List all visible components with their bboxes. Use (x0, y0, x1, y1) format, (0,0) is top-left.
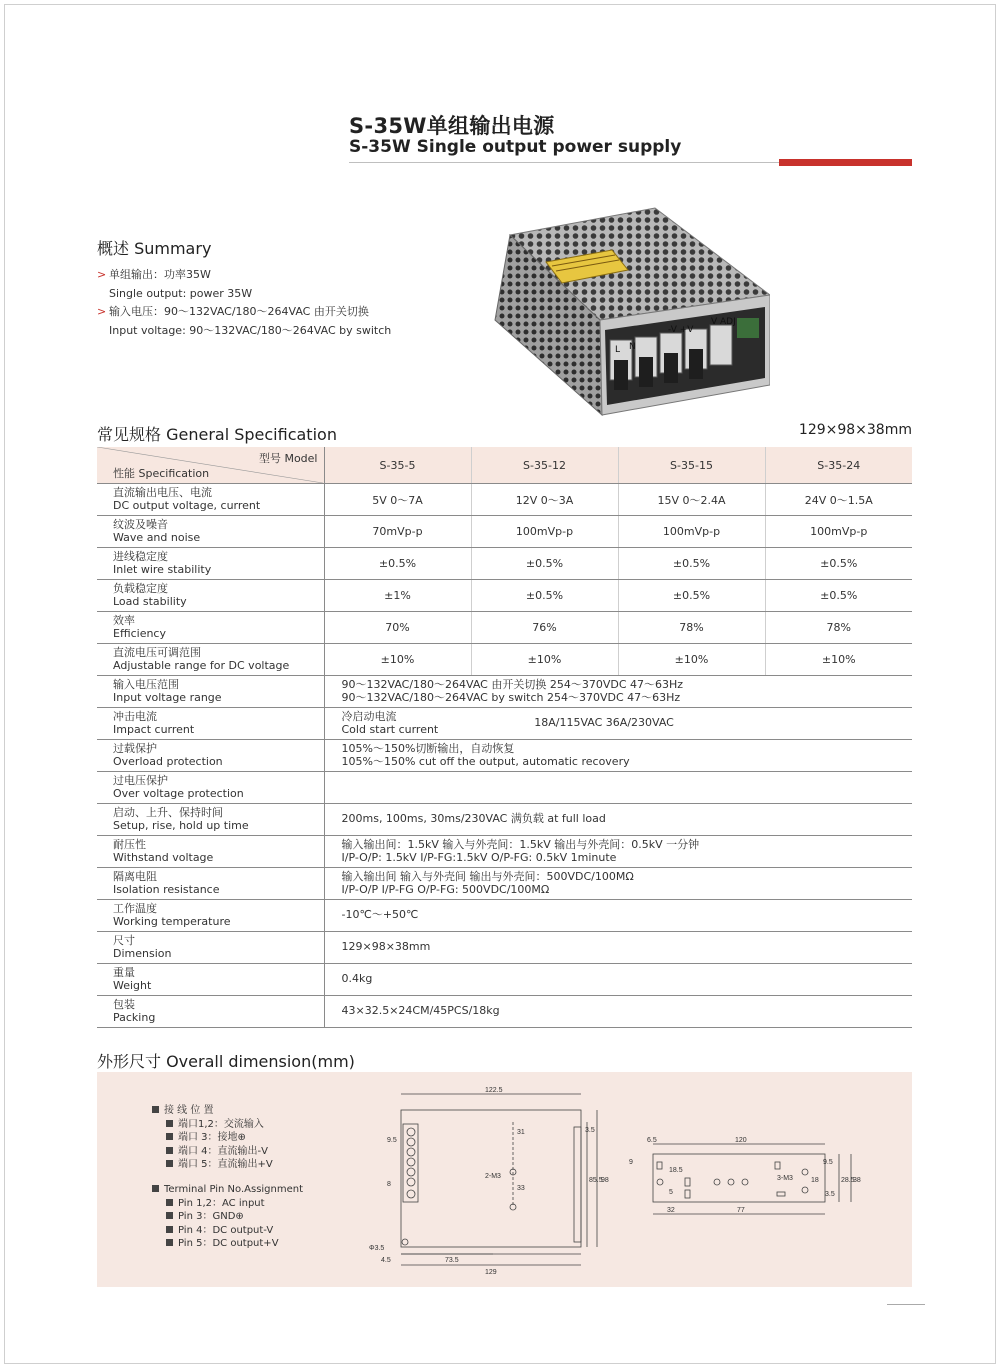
spec-value: 100mVp-p (471, 516, 618, 548)
terminal-label-adj: V ADJ (711, 317, 736, 327)
title-divider (349, 162, 779, 163)
spec-label-cn: 重量 (113, 966, 135, 979)
page-title-cn: S-35W单组输出电源 (349, 114, 555, 138)
spec-row (97, 772, 912, 804)
spec-value: 15V 0～2.4A (618, 484, 765, 516)
spec-wide-value (324, 772, 912, 804)
spec-value: ±0.5% (471, 548, 618, 580)
spec-value: 5V 0～7A (324, 484, 471, 516)
spec-header-row (97, 447, 912, 484)
pin-cn-item: 端口 3：接地⊕ (178, 1132, 246, 1144)
spec-wide-value (324, 996, 912, 1028)
dim-label: 3.5 (585, 1127, 595, 1134)
spec-wide-value (324, 932, 912, 964)
spec-label-en: Setup, rise, hold up time (113, 818, 249, 832)
spec-label-cn: 启动、上升、保持时间 (113, 806, 223, 819)
pin-cn-item: 端口1,2：交流输入 (178, 1118, 264, 1130)
spec-wide-value (324, 708, 912, 740)
spec-label (97, 996, 324, 1028)
spec-value: 70mVp-p (324, 516, 471, 548)
spec-label-en: Adjustable range for DC voltage (113, 658, 290, 672)
spec-label-en: Over voltage protection (113, 786, 244, 800)
dim-label: 120 (735, 1137, 747, 1144)
dim-label: 31 (517, 1129, 525, 1136)
spec-header-cell (97, 447, 324, 484)
spec-label-en: Overload protection (113, 754, 223, 768)
spec-label (97, 740, 324, 772)
spec-wide-line1: 冷启动电流 (341, 710, 397, 723)
square-bullet-icon (166, 1120, 173, 1127)
spec-value: 76% (471, 612, 618, 644)
spec-row (97, 484, 912, 516)
spec-label-cn: 尺寸 (113, 934, 135, 947)
spec-wide-extra: 18A/115VAC 36A/230VAC (534, 716, 674, 730)
spec-row (97, 612, 912, 644)
pin-en-item: Pin 4：DC output-V (178, 1224, 274, 1236)
spec-label-cn: 输入电压范围 (113, 678, 179, 691)
spec-table (97, 447, 912, 1028)
square-bullet-icon (166, 1160, 173, 1167)
dimension-panel (97, 1072, 912, 1287)
spec-label-cn: 冲击电流 (113, 710, 157, 723)
dim-label: 9.5 (387, 1137, 397, 1144)
dim-label: 8 (387, 1181, 391, 1188)
spec-value: ±10% (471, 644, 618, 676)
spec-label-cn: 隔离电阻 (113, 870, 157, 883)
square-bullet-icon (166, 1147, 173, 1154)
square-bullet-icon (166, 1199, 173, 1206)
dim-label: 18 (811, 1177, 819, 1184)
terminal-label-v: -V +V (668, 325, 694, 335)
spec-label (97, 836, 324, 868)
dim-label: 73.5 (445, 1257, 459, 1264)
summary-list (97, 266, 391, 340)
dim-label: 3.5 (825, 1191, 835, 1198)
spec-label-cn: 过载保护 (113, 742, 157, 755)
spec-label-cn: 直流电压可调范围 (113, 646, 201, 659)
spec-value: ±0.5% (324, 548, 471, 580)
spec-value: ±1% (324, 580, 471, 612)
spec-wide-line1: 105%～150%切断输出，自动恢复 (341, 742, 515, 755)
spec-wide-line1: 输入输出间 输入与外壳间 输出与外壳间：500VDC/100MΩ (341, 870, 634, 883)
spec-row (97, 964, 912, 996)
summary-item-en: Input voltage: 90～132VAC/180～264VAC by switch (109, 323, 392, 337)
side-view-drawing (627, 1132, 877, 1232)
spec-label (97, 708, 324, 740)
spec-label-en: Working temperature (113, 914, 231, 928)
dim-label: 28.5 (841, 1177, 855, 1184)
spec-wide-value (324, 868, 912, 900)
spec-label (97, 932, 324, 964)
spec-value: 12V 0～3A (471, 484, 618, 516)
spec-label-en: Weight (113, 978, 152, 992)
spec-wide-line1: 43×32.5×24CM/45PCS/18kg (341, 1004, 500, 1018)
spec-size: 129×98×38mm (798, 422, 912, 438)
spec-label (97, 676, 324, 708)
spec-value: ±10% (618, 644, 765, 676)
summary-item (97, 303, 391, 322)
dim-label: 6.5 (647, 1137, 657, 1144)
spec-wide-line1: 90～132VAC/180～264VAC 由开关切换 254～370VDC 47～63Hz (341, 678, 684, 691)
spec-label-en: Input voltage range (113, 690, 222, 704)
spec-wide-line1: 200ms, 100ms, 30ms/230VAC 满负载 at full load (341, 812, 606, 826)
dim-label: 3-M3 (777, 1175, 793, 1182)
spec-wide-line2: 105%～150% cut off the output, automatic recovery (341, 754, 630, 768)
spec-row (97, 644, 912, 676)
dim-label: 33 (517, 1185, 525, 1192)
spec-label-en: Impact current (113, 722, 195, 736)
spec-wide-line2: Cold start current (341, 722, 439, 736)
spec-label (97, 580, 324, 612)
spec-value: 100mVp-p (618, 516, 765, 548)
spec-wide-line1: 129×98×38mm (341, 940, 431, 954)
spec-wide-value (324, 740, 912, 772)
square-bullet-icon (166, 1133, 173, 1140)
spec-label-en: Inlet wire stability (113, 562, 212, 576)
spec-label-cn: 包装 (113, 998, 135, 1011)
dim-label: 9 (629, 1159, 633, 1166)
pin-en-item: Pin 5：DC output+V (178, 1238, 279, 1250)
pins-cn-title: 接 线 位 置 (164, 1105, 214, 1116)
spec-wide-value (324, 836, 912, 868)
spec-wide-value (324, 964, 912, 996)
dim-label: 77 (737, 1207, 745, 1214)
spec-row (97, 836, 912, 868)
dim-label: 38 (853, 1177, 861, 1184)
spec-value: 78% (765, 612, 912, 644)
spec-label-cn: 进线稳定度 (113, 550, 168, 563)
spec-label (97, 484, 324, 516)
spec-value: ±10% (765, 644, 912, 676)
spec-wide-line2: I/P-O/P: 1.5kV I/P-FG:1.5kV O/P-FG: 0.5kV 1minute (341, 850, 617, 864)
dim-label: 98 (601, 1177, 609, 1184)
spec-label (97, 900, 324, 932)
spec-wide-line2: 90～132VAC/180～264VAC by switch 254～370VDC 47～63Hz (341, 690, 681, 704)
summary-heading: 概述 Summary (97, 239, 212, 258)
spec-label-en: DC output voltage, current (113, 498, 261, 512)
spec-label (97, 868, 324, 900)
spec-label-en: Packing (113, 1010, 156, 1024)
square-bullet-icon (166, 1226, 173, 1233)
dim-label: 32 (667, 1207, 675, 1214)
spec-label-cn: 工作温度 (113, 902, 157, 915)
spec-value: ±0.5% (765, 580, 912, 612)
summary-item-cn: 输入电压：90～132VAC/180～264VAC 由开关切换 (109, 305, 369, 318)
model-name: S-35-15 (618, 447, 765, 484)
dim-label: 5 (669, 1189, 673, 1196)
bullet-arrow-icon: > (97, 268, 107, 281)
spec-row (97, 804, 912, 836)
dim-label: 9.5 (823, 1159, 833, 1166)
spec-row (97, 676, 912, 708)
pin-assignment (152, 1104, 303, 1251)
spec-value: ±0.5% (618, 548, 765, 580)
spec-wide-line2: I/P-O/P I/P-FG O/P-FG: 500VDC/100MΩ (341, 882, 550, 896)
page-title-en: S-35W Single output power supply (349, 137, 682, 157)
spec-label-cn: 耐压性 (113, 838, 146, 851)
power-supply-image (490, 200, 770, 420)
spec-row (97, 996, 912, 1028)
spec-label-cn: 效率 (113, 614, 135, 627)
model-name: S-35-5 (324, 447, 471, 484)
spec-value: ±0.5% (765, 548, 912, 580)
spec-row (97, 580, 912, 612)
spec-label-en: Wave and noise (113, 530, 201, 544)
spec-wide-value (324, 804, 912, 836)
spec-wide-line1: 0.4kg (341, 972, 373, 986)
spec-wide-line1: -10℃～+50℃ (341, 908, 419, 922)
spec-value: ±0.5% (618, 580, 765, 612)
spec-label (97, 804, 324, 836)
spec-value: 100mVp-p (765, 516, 912, 548)
spec-wide-value (324, 676, 912, 708)
header-model-label: 型号 Model (258, 452, 318, 465)
terminal-label-l: L (615, 345, 621, 355)
square-bullet-icon (152, 1106, 159, 1113)
dimension-heading: 外形尺寸 Overall dimension(mm) (97, 1052, 355, 1071)
spec-label (97, 964, 324, 996)
pin-cn-item: 端口 5：直流输出+V (178, 1159, 273, 1171)
page-footer-line (887, 1304, 925, 1305)
spec-row (97, 868, 912, 900)
dim-label: Φ3.5 (369, 1245, 385, 1252)
spec-row (97, 932, 912, 964)
square-bullet-icon (166, 1239, 173, 1246)
spec-label-en: Dimension (113, 946, 172, 960)
summary-item-cn: 单组输出：功率35W (109, 268, 211, 281)
summary-item (97, 266, 391, 285)
spec-heading: 常见规格 General Specification (97, 425, 337, 444)
dim-label: 18.5 (669, 1167, 683, 1174)
spec-label-cn: 纹波及噪音 (113, 518, 168, 531)
spec-value: 24V 0～1.5A (765, 484, 912, 516)
spec-value: 70% (324, 612, 471, 644)
pin-cn-item: 端口 4：直流输出-V (178, 1145, 268, 1157)
spec-label (97, 548, 324, 580)
spec-label (97, 644, 324, 676)
spec-row (97, 708, 912, 740)
spec-label-cn: 负载稳定度 (113, 582, 168, 595)
terminal-label-n: N (629, 342, 636, 352)
spec-label-en: Isolation resistance (113, 882, 220, 896)
spec-wide-line1: 输入输出间：1.5kV 输入与外壳间：1.5kV 输出与外壳间：0.5kV 一分钟 (341, 838, 700, 851)
dim-label: 4.5 (381, 1257, 391, 1264)
spec-value: 78% (618, 612, 765, 644)
bullet-arrow-icon: > (97, 305, 107, 318)
dim-label: 85.5 (589, 1177, 603, 1184)
front-view-drawing (367, 1082, 617, 1282)
spec-row (97, 548, 912, 580)
spec-value: ±10% (324, 644, 471, 676)
model-name: S-35-24 (765, 447, 912, 484)
spec-label (97, 516, 324, 548)
spec-row (97, 900, 912, 932)
model-name: S-35-12 (471, 447, 618, 484)
pin-en-item: Pin 3：GND⊕ (178, 1211, 244, 1223)
spec-row (97, 740, 912, 772)
header-spec-label: 性能 Specification (113, 466, 210, 480)
spec-row (97, 516, 912, 548)
spec-label-en: Efficiency (113, 626, 166, 640)
pin-en-item: Pin 1,2：AC input (178, 1197, 265, 1209)
spec-value: ±0.5% (471, 580, 618, 612)
spec-label-cn: 直流输出电压、电流 (113, 486, 212, 499)
pins-en-title: Terminal Pin No.Assignment (164, 1183, 304, 1195)
dim-label: 122.5 (485, 1087, 503, 1094)
title-accent-bar (779, 159, 912, 166)
square-bullet-icon (152, 1185, 159, 1192)
dim-label: 2-M3 (485, 1173, 501, 1180)
square-bullet-icon (166, 1212, 173, 1219)
spec-label-en: Withstand voltage (113, 850, 214, 864)
spec-label-cn: 过电压保护 (113, 774, 168, 787)
spec-label (97, 612, 324, 644)
spec-label (97, 772, 324, 804)
spec-wide-value (324, 900, 912, 932)
dim-label: 129 (485, 1269, 497, 1276)
summary-item-en: Single output: power 35W (109, 286, 253, 300)
spec-label-en: Load stability (113, 594, 187, 608)
